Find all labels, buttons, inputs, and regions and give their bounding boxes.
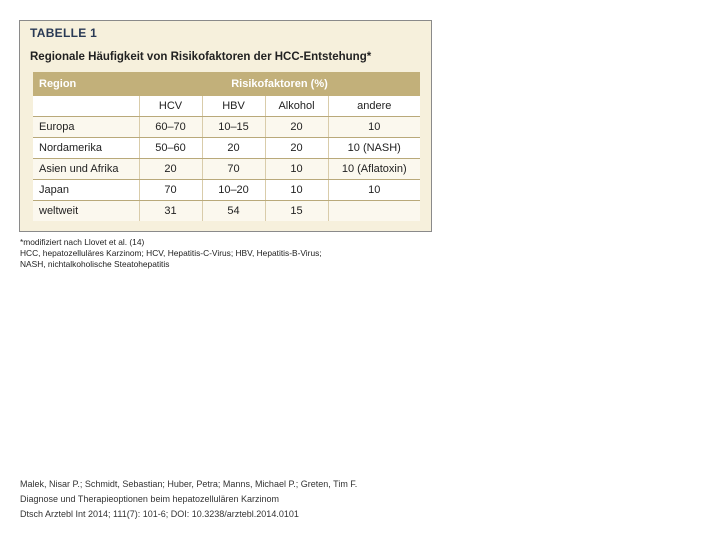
cell-alkohol: 10 [265,159,328,180]
header-region: Region [33,72,139,96]
table-subheader-row [33,96,420,117]
table-row [33,159,420,180]
cell-andere: 10 (Aflatoxin) [328,159,420,180]
cell-hcv: 20 [139,159,202,180]
cell-hbv: 70 [202,159,265,180]
citation-title: Diagnose und Therapieoptionen beim hepatozellulären Karzinom [20,494,280,504]
citation [20,477,357,522]
footnote-line: *modifiziert nach Llovet et al. (14) [20,237,145,247]
table-label: TABELLE 1 [30,26,98,40]
cell-alkohol: 10 [265,180,328,201]
citation-authors: Malek, Nisar P.; Schmidt, Sebastian; Huber, Petra; Manns, Michael P.; Greten, Tim F. [20,479,358,489]
row-region: Asien und Afrika [33,159,139,180]
header-risk-factors: Risikofaktoren (%) [139,72,420,96]
cell-hcv: 70 [139,180,202,201]
cell-alkohol: 20 [265,117,328,138]
subheader-hcv: HCV [139,96,202,117]
cell-andere [328,201,420,222]
footnote-line: NASH, nichtalkoholische Steatohepatitis [20,259,170,269]
citation-source: Dtsch Arztebl Int 2014; 111(7): 101-6; DOI: 10.3238/arztebl.2014.0101 [20,509,299,519]
cell-alkohol: 15 [265,201,328,222]
row-region: Nordamerika [33,138,139,159]
subheader-empty [33,96,139,117]
cell-hbv: 10–15 [202,117,265,138]
cell-hbv: 20 [202,138,265,159]
table-title: Regionale Häufigkeit von Risikofaktoren der HCC-Entstehung* [30,51,372,63]
table-row [33,180,420,201]
row-region: weltweit [33,201,139,222]
row-region: Europa [33,117,139,138]
table-row [33,117,420,138]
table-row [33,201,420,222]
row-region: Japan [33,180,139,201]
cell-hbv: 54 [202,201,265,222]
cell-hbv: 10–20 [202,180,265,201]
table-row [33,138,420,159]
table-footnote [20,237,322,270]
cell-alkohol: 20 [265,138,328,159]
cell-andere: 10 (NASH) [328,138,420,159]
subheader-hbv: HBV [202,96,265,117]
cell-andere: 10 [328,117,420,138]
table-panel [19,20,432,232]
cell-hcv: 50–60 [139,138,202,159]
cell-hcv: 60–70 [139,117,202,138]
subheader-andere: andere [328,96,420,117]
table-header-row [33,72,420,96]
subheader-alkohol: Alkohol [265,96,328,117]
risk-factor-table [33,72,420,221]
footnote-line: HCC, hepatozelluläres Karzinom; HCV, Hepatitis-C-Virus; HBV, Hepatitis-B-Virus; [20,248,322,258]
cell-hcv: 31 [139,201,202,222]
cell-andere: 10 [328,180,420,201]
